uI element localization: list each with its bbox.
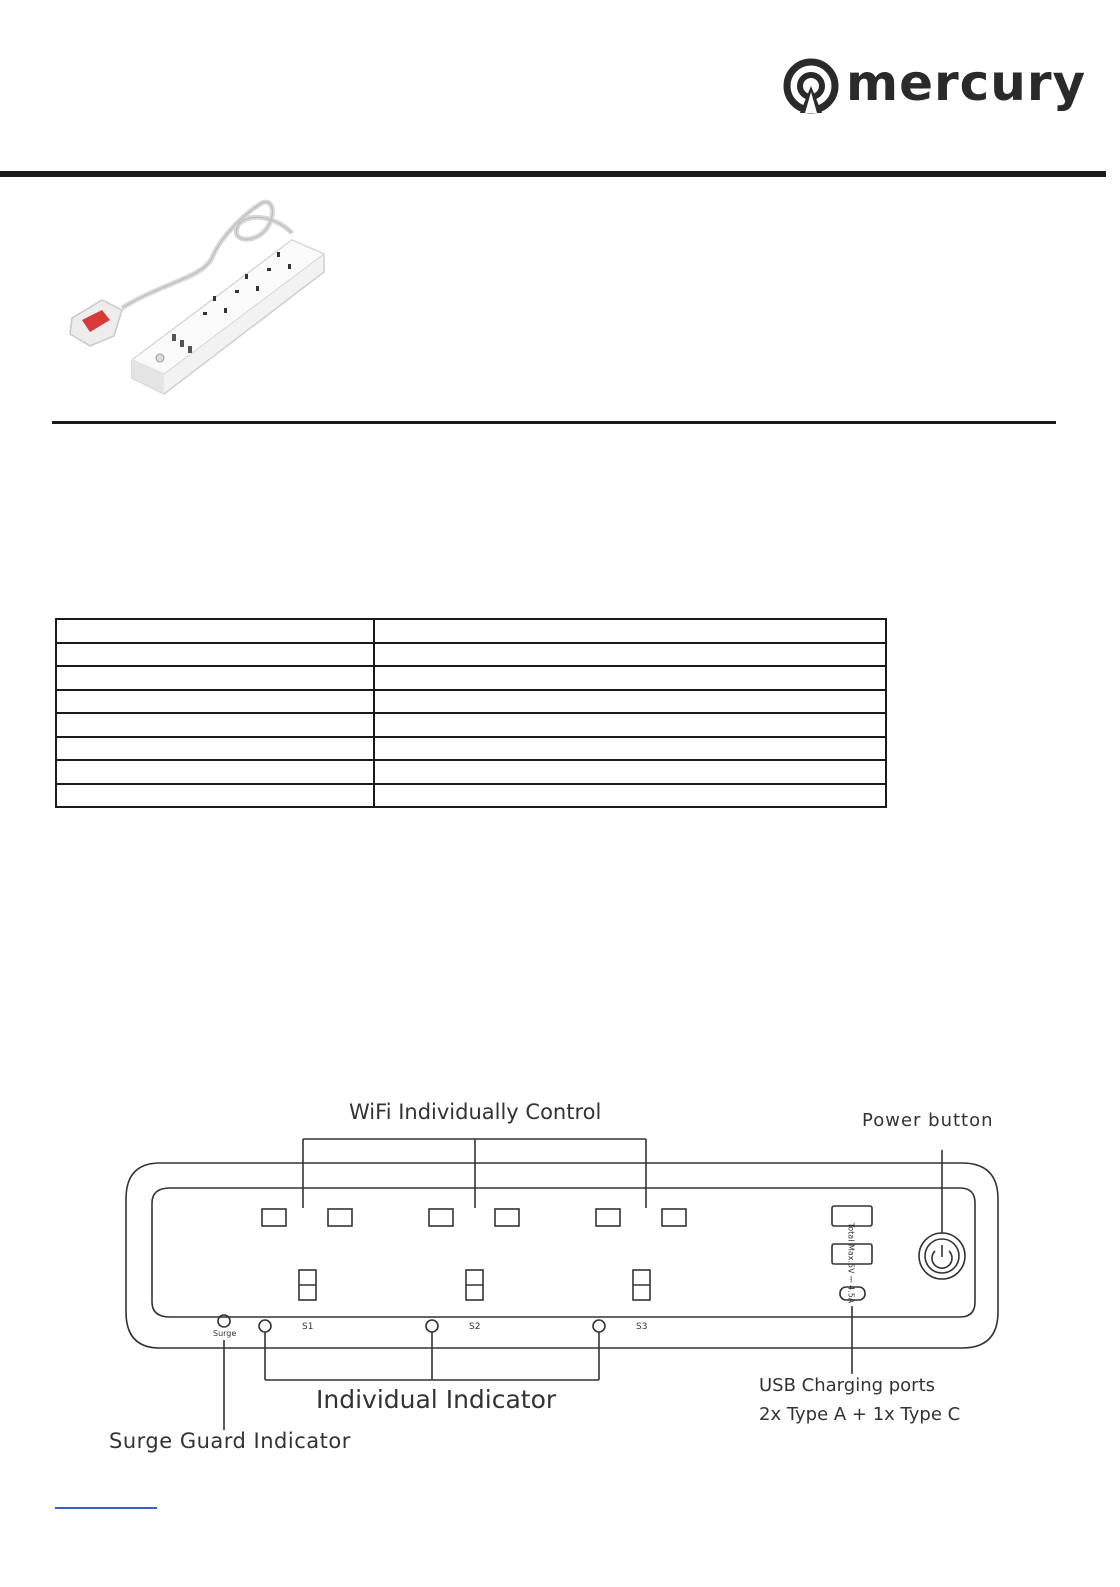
brand-wordmark: mercury (846, 54, 1087, 112)
footer-link[interactable] (55, 1507, 157, 1509)
usb-ports-label: USB Charging ports (759, 1375, 936, 1396)
usb-rating-label: Total Max.5V ⎓ 4.5A (846, 1222, 856, 1304)
power-button-label: Power button (862, 1110, 994, 1131)
socket-label-s3: S3 (636, 1322, 648, 1332)
individual-indicator-label: Individual Indicator (316, 1385, 557, 1414)
socket-label-s1: S1 (302, 1322, 314, 1332)
wifi-control-label: WiFi Individually Control (349, 1100, 602, 1124)
surge-indicator-tag: Surge (213, 1329, 237, 1338)
socket-label-s2: S2 (469, 1322, 481, 1332)
surge-guard-label: Surge Guard Indicator (109, 1429, 351, 1453)
usb-ports-types-label: 2x Type A + 1x Type C (759, 1404, 961, 1425)
